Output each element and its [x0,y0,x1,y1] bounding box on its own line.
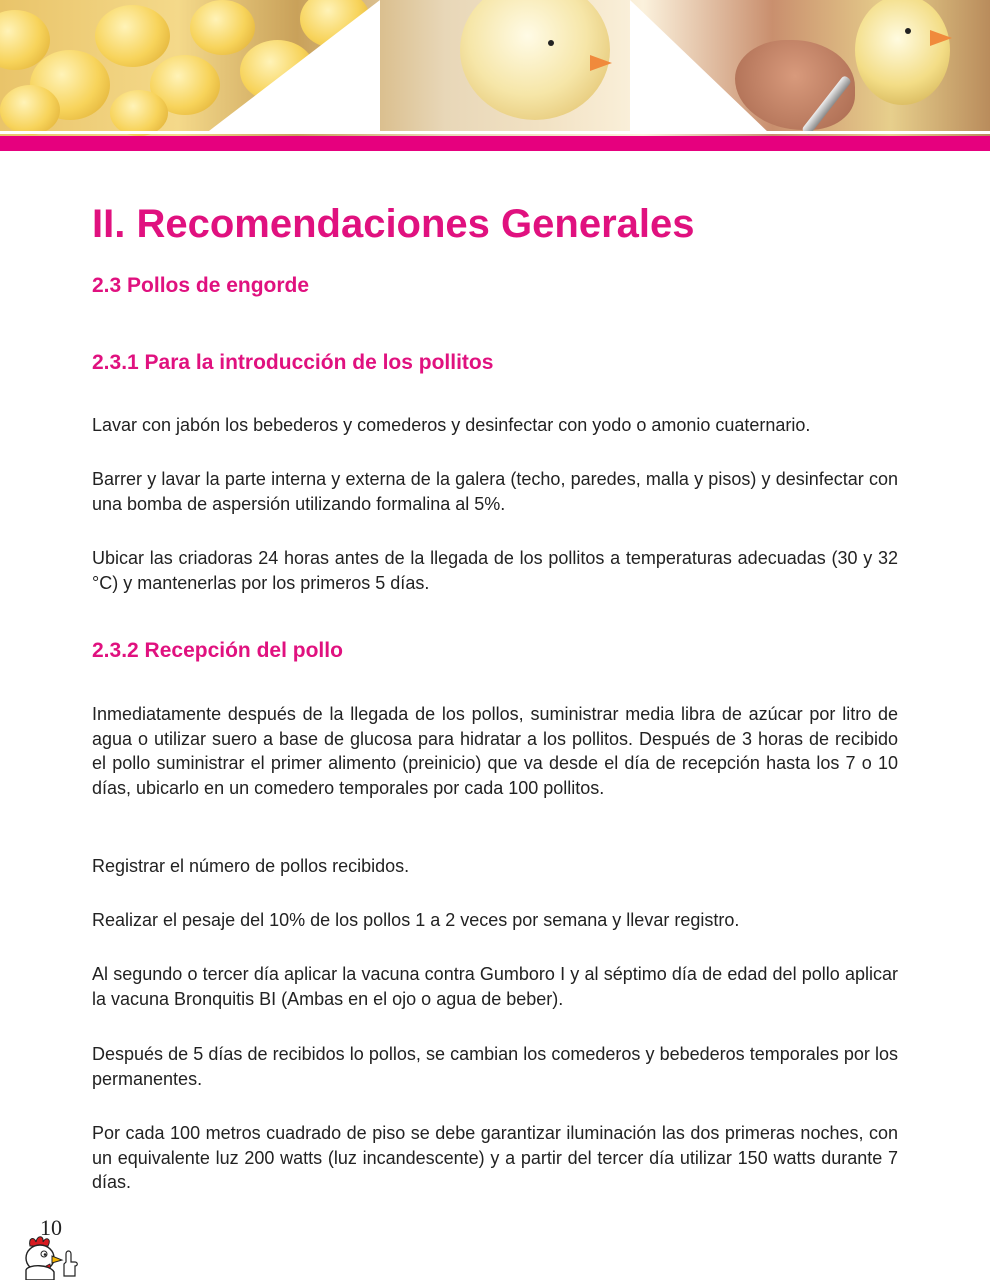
paragraph: Inmediatamente después de la llegada de los pollos, suministrar media libra de azúcar por litro de agua o utilizar suero a base de glucosa para hidratar a los pollitos. Después de 3 horas de recibido el pollo suministrar el primer alimento (preinicio) que va desde el día de recepción hasta los 7 o 10 días, ubicarlo en un comedero temporales por cada 100 pollitos. [92,704,898,798]
chick-image [0,85,60,135]
paragraph: Ubicar las criadoras 24 horas antes de la llegada de los pollitos a temperaturas adecuadas (30 y 32 °C) y mantenerlas por los primeros 5 días. [92,548,898,593]
chick-image [95,5,170,67]
header-banner [0,0,990,136]
subsection-heading: 2.3.1 Para la introducción de los pollitos [92,351,494,374]
paragraph: Registrar el número de pollos recibidos. [92,856,410,876]
paragraph: Después de 5 días de recibidos lo pollos, se cambian los comederos y bebederos temporales por los permanentes. [92,1044,898,1089]
section-heading: 2.3 Pollos de engorde [92,274,310,297]
page-number: 10 [40,1215,62,1240]
paragraph: Lavar con jabón los bebederos y comederos y desinfectar con yodo o amonio cuaternario. [92,415,811,435]
rooster-mascot-icon [14,1232,80,1280]
chick-image [110,90,168,136]
paragraph: Realizar el pesaje del 10% de los pollos 1 a 2 veces por semana y llevar registro. [92,910,740,930]
chick-image [460,0,610,120]
subsection-heading: 2.3.2 Recepción del pollo [92,639,343,662]
banner-white-line [0,131,990,134]
paragraph: Al segundo o tercer día aplicar la vacuna contra Gumboro I y al séptimo día de edad del pollo aplicar la vacuna Bronquitis BI (Ambas en el ojo o agua de beber). [92,964,898,1009]
banner-divider-left [205,0,380,134]
banner-divider-right [630,0,770,134]
paragraph: Por cada 100 metros cuadrado de piso se debe garantizar iluminación las dos primeras noches, con un equivalente luz 200 watts (luz incandescente) y a partir del tercer día utilizar 150 watts durante 7 días. [92,1123,898,1192]
page-title: II. Recomendaciones Generales [92,202,695,246]
accent-bar [0,136,990,151]
paragraph: Barrer y lavar la parte interna y externa de la galera (techo, paredes, malla y pisos) y desinfectar con una bomba de aspersión utilizando formalina al 5%. [92,469,898,514]
chick-image [855,0,950,105]
